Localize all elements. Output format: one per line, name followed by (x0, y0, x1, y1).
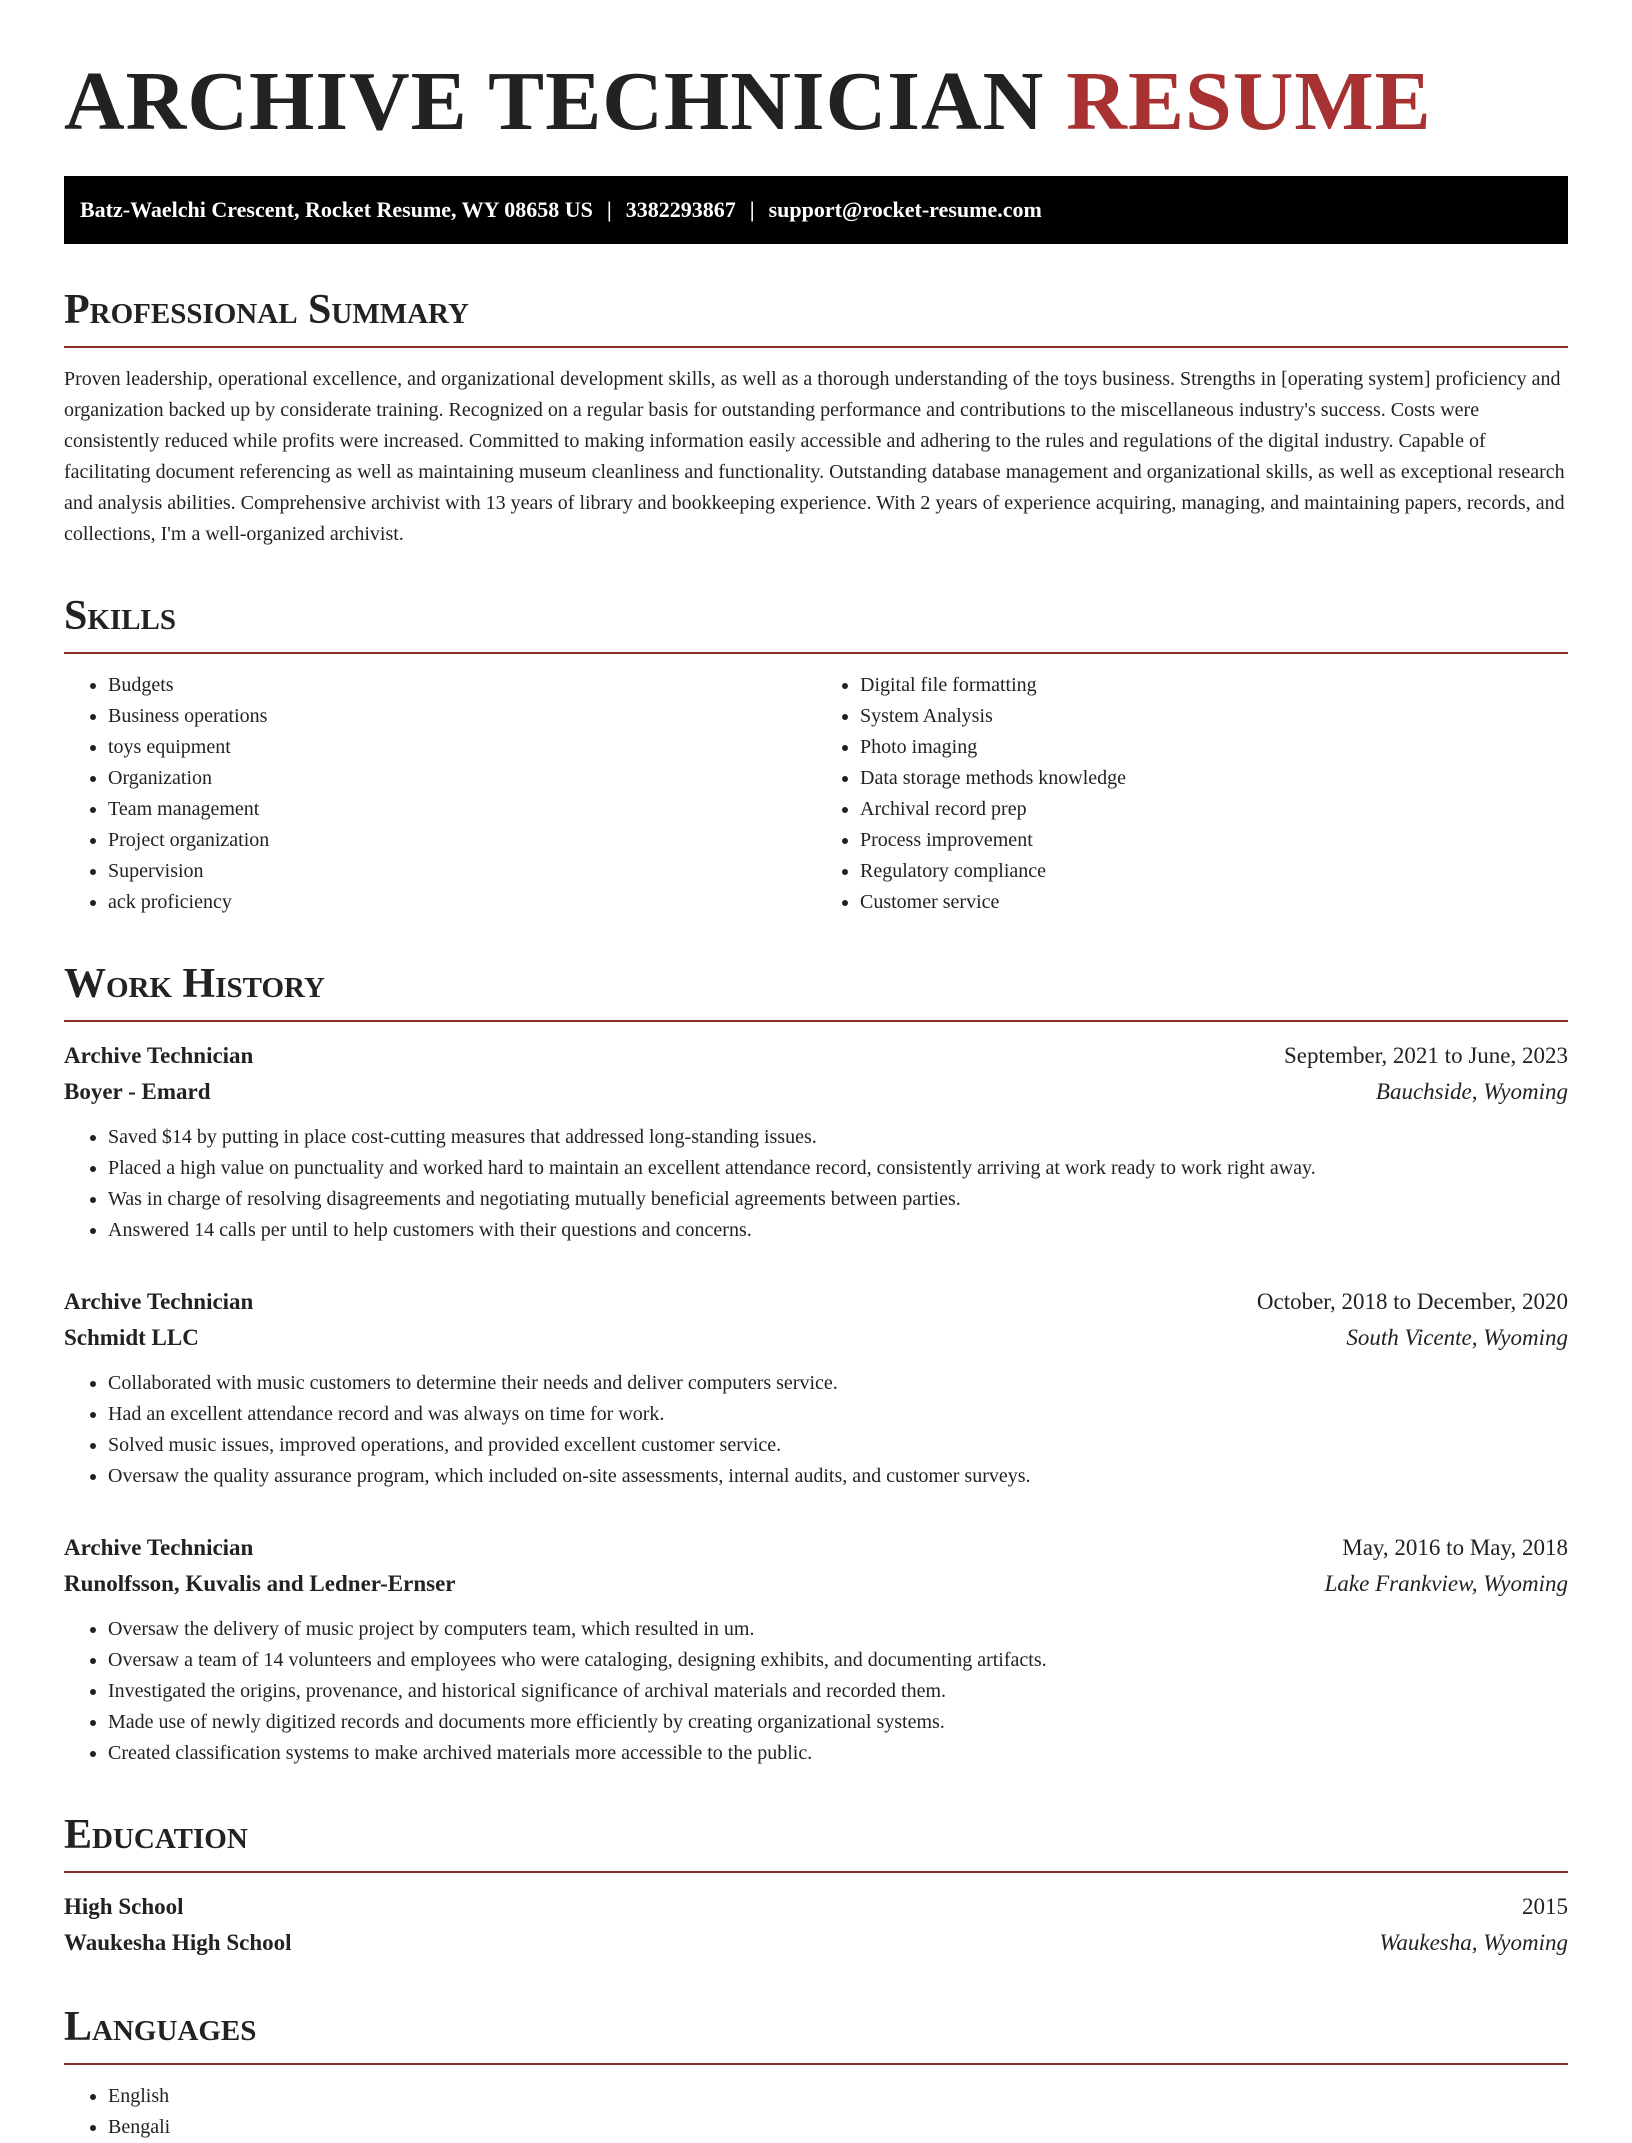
skill-item: • Supervision (108, 856, 816, 887)
skill-item: • Organization (108, 763, 816, 794)
job-bullets (64, 1368, 1568, 1492)
skill-item: • Digital file formatting (860, 670, 1568, 701)
skill-item: • Archival record prep (860, 794, 1568, 825)
language-item: • Bengali (108, 2112, 1568, 2143)
job-bullet: • Created classification systems to make archived materials more accessible to the public. (108, 1738, 1568, 1769)
job-bullet: • Collaborated with music customers to determine their needs and deliver computers service. (108, 1368, 1568, 1399)
job-dates: May, 2016 to May, 2018 (1342, 1535, 1568, 1560)
skill-item: • Budgets (108, 670, 816, 701)
summary-text: Proven leadership, operational excellence, and organizational development skills, as well as a thorough understanding of the toys business. Strengths in [operating system] proficiency and organization backed up by considerate training. Recognized on a regular basis for outstanding performance and contributions to the miscellaneous industry's success. Costs were consistently reduced while profits were increased. Committed to making information easily accessible and adhering to the rules and regulations of the digital industry. Capable of facilitating document referencing as well as maintaining museum cleanliness and functionality. Outstanding database management and organizational skills, as well as exceptional research and analysis abilities. Comprehensive archivist with 13 years of library and bookkeeping experience. With 2 years of experience acquiring, managing, and maintaining papers, records, and collections, I'm a well-organized archivist. (64, 368, 1565, 545)
job-company: Boyer - Emard (64, 1079, 211, 1104)
skill-item: • Photo imaging (860, 732, 1568, 763)
skills-heading: Skills (64, 592, 1568, 654)
job-bullet: • Placed a high value on punctuality and worked hard to maintain an excellent attendance record, consistently arriving at work ready to work right away. (108, 1153, 1568, 1184)
contact-separator: | (606, 197, 612, 222)
education-section (64, 1811, 1568, 1961)
job-company: Schmidt LLC (64, 1325, 199, 1350)
education-heading: Education (64, 1811, 1568, 1873)
skill-item: • Regulatory compliance (860, 856, 1568, 887)
work-history-section (64, 960, 1568, 1769)
education-school: Waukesha High School (64, 1930, 292, 1955)
education-degree: High School (64, 1894, 184, 1919)
skills-list-left (64, 670, 816, 918)
job-location: Bauchside, Wyoming (1375, 1079, 1568, 1104)
skill-item: • toys equipment (108, 732, 816, 763)
job-title: Archive Technician (64, 1535, 254, 1560)
job-bullets (64, 1614, 1568, 1769)
job-entry (64, 1530, 1568, 1769)
skill-item: • ack proficiency (108, 887, 816, 918)
contact-email: support@rocket-resume.com (768, 197, 1042, 222)
skill-item: • Data storage methods knowledge (860, 763, 1568, 794)
job-title: Archive Technician (64, 1289, 254, 1314)
work-history-heading: Work History (64, 960, 1568, 1022)
job-bullet: • Solved music issues, improved operations, and provided excellent customer service. (108, 1430, 1568, 1461)
languages-list (64, 2081, 1568, 2143)
contact-bar (64, 176, 1568, 244)
job-entry (64, 1038, 1568, 1246)
education-location: Waukesha, Wyoming (1379, 1930, 1568, 1955)
summary-section (64, 286, 1568, 550)
skill-item: • Customer service (860, 887, 1568, 918)
languages-section (64, 2003, 1568, 2143)
skills-section (64, 592, 1568, 918)
title-main: ARCHIVE TECHNICIAN (64, 55, 1045, 148)
languages-heading: Languages (64, 2003, 1568, 2065)
job-bullet: • Oversaw a team of 14 volunteers and employees who were cataloging, designing exhibits, and documenting artifacts. (108, 1645, 1568, 1676)
skill-item: • System Analysis (860, 701, 1568, 732)
skills-list-right (816, 670, 1568, 918)
job-dates: October, 2018 to December, 2020 (1256, 1289, 1568, 1314)
job-bullets (64, 1122, 1568, 1246)
job-company: Runolfsson, Kuvalis and Ledner-Ernser (64, 1571, 456, 1596)
summary-heading: Professional Summary (64, 286, 1568, 348)
job-entry (64, 1284, 1568, 1492)
job-bullet: • Saved $14 by putting in place cost-cutting measures that addressed long-standing issues. (108, 1122, 1568, 1153)
job-bullet: • Was in charge of resolving disagreements and negotiating mutually beneficial agreements between parties. (108, 1184, 1568, 1215)
skill-item: • Process improvement (860, 825, 1568, 856)
title-accent: RESUME (1066, 55, 1432, 148)
job-bullet: • Oversaw the delivery of music project by computers team, which resulted in um. (108, 1614, 1568, 1645)
contact-phone: 3382293867 (625, 197, 736, 222)
job-dates: September, 2021 to June, 2023 (1284, 1043, 1568, 1068)
contact-separator: | (749, 197, 755, 222)
job-bullet: • Investigated the origins, provenance, and historical significance of archival materials and recorded them. (108, 1676, 1568, 1707)
job-title: Archive Technician (64, 1043, 254, 1068)
skill-item: • Project organization (108, 825, 816, 856)
education-year: 2015 (1522, 1894, 1568, 1919)
job-location: South Vicente, Wyoming (1346, 1325, 1568, 1350)
job-bullet: • Had an excellent attendance record and was always on time for work. (108, 1399, 1568, 1430)
skill-item: • Team management (108, 794, 816, 825)
resume-title (64, 52, 1568, 152)
job-location: Lake Frankview, Wyoming (1324, 1571, 1568, 1596)
contact-address: Batz-Waelchi Crescent, Rocket Resume, WY 08658 US (80, 197, 593, 222)
job-bullet: • Answered 14 calls per until to help customers with their questions and concerns. (108, 1215, 1568, 1246)
job-bullet: • Oversaw the quality assurance program, which included on-site assessments, internal audits, and customer surveys. (108, 1461, 1568, 1492)
language-item: • English (108, 2081, 1568, 2112)
job-bullet: • Made use of newly digitized records and documents more efficiently by creating organizational systems. (108, 1707, 1568, 1738)
skill-item: • Business operations (108, 701, 816, 732)
